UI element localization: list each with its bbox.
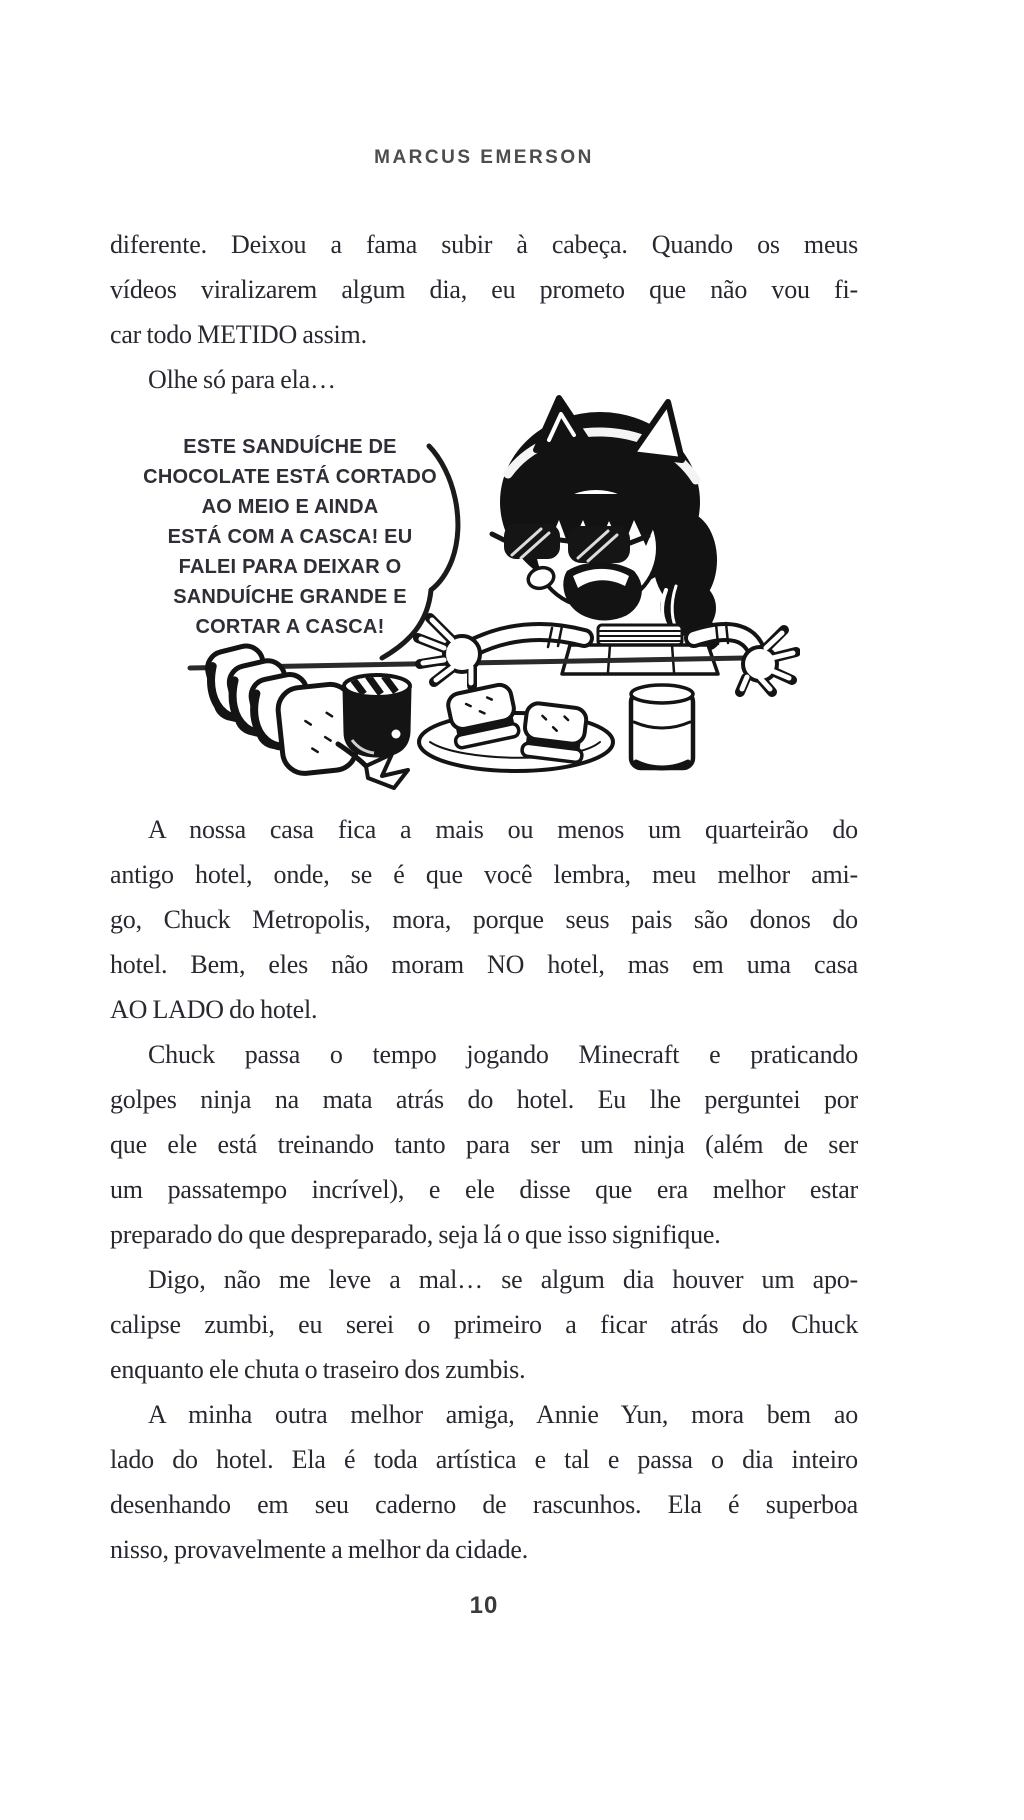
text-line: ESTÁ COM A CASCA! EU [167, 526, 413, 548]
cat-ear-girl-icon [472, 398, 758, 674]
text-line: lado do hotel. Ela é toda artística e tal e passa o dia inteiro [110, 1445, 858, 1474]
text-line: AO MEIO E AINDA [201, 496, 379, 518]
text-line: preparado do que despreparado, seja lá o que isso signifique. [110, 1220, 721, 1249]
text-line: A nossa casa fica a mais ou menos um quarteirão do [148, 815, 858, 844]
text-line: Chuck passa o tempo jogando Minecraft e praticando [148, 1040, 858, 1069]
text-line: A minha outra melhor amiga, Annie Yun, mora bem ao [148, 1400, 858, 1429]
text-line: nisso, provavelmente a melhor da cidade. [110, 1535, 529, 1564]
sandwich-plate-icon [419, 683, 613, 771]
text-line: que ele está treinando tanto para ser um ninja (além de ser [110, 1130, 858, 1159]
text-line: antigo hotel, onde, se é que você lembra, meu melhor ami- [110, 860, 858, 889]
text-line: desenhando em seu caderno de rascunhos. Ela é superboa [110, 1490, 858, 1519]
text-line: um passatempo incrível), e ele disse que era melhor estar [110, 1175, 858, 1204]
text-line: Olhe só para ela… [148, 365, 336, 394]
text-line: AO LADO do hotel. [110, 995, 318, 1024]
text-line: CORTAR A CASCA! [195, 616, 385, 638]
page-number: 10 [469, 1592, 499, 1619]
chocolate-jar-icon [344, 675, 410, 756]
text-line: golpes ninja na mata atrás do hotel. Eu lhe perguntei por [110, 1085, 858, 1114]
text-line: ESTE SANDUÍCHE DE [183, 436, 397, 458]
text-line: calipse zumbi, eu serei o primeiro a ficar atrás do Chuck [110, 1310, 858, 1339]
text-line: diferente. Deixou a fama subir à cabeça. Quando os meus [110, 230, 858, 259]
body-paragraphs [110, 807, 858, 1572]
comic-illustration [100, 390, 800, 790]
text-line: hotel. Bem, eles não moram NO hotel, mas em uma casa [110, 950, 858, 979]
text-line: go, Chuck Metropolis, mora, porque seus pais são donos do [110, 905, 858, 934]
speech-bubble-outline-icon [382, 446, 458, 658]
text-line: car todo METIDO assim. [110, 320, 367, 349]
text-line: SANDUÍCHE GRANDE E [173, 586, 407, 608]
text-line: Digo, não me leve a mal… se algum dia houver um apo- [148, 1265, 858, 1294]
text-line: vídeos viralizarem algum dia, eu prometo que não vou fi- [110, 275, 858, 304]
text-line: enquanto ele chuta o traseiro dos zumbis. [110, 1355, 526, 1384]
text-line: CHOCOLATE ESTÁ CORTADO [143, 466, 437, 488]
paragraph-continuation [110, 222, 858, 402]
running-header: MARCUS EMERSON [374, 147, 594, 168]
text-line: FALEI PARA DEIXAR O [178, 556, 402, 578]
milk-glass-icon [631, 685, 693, 768]
